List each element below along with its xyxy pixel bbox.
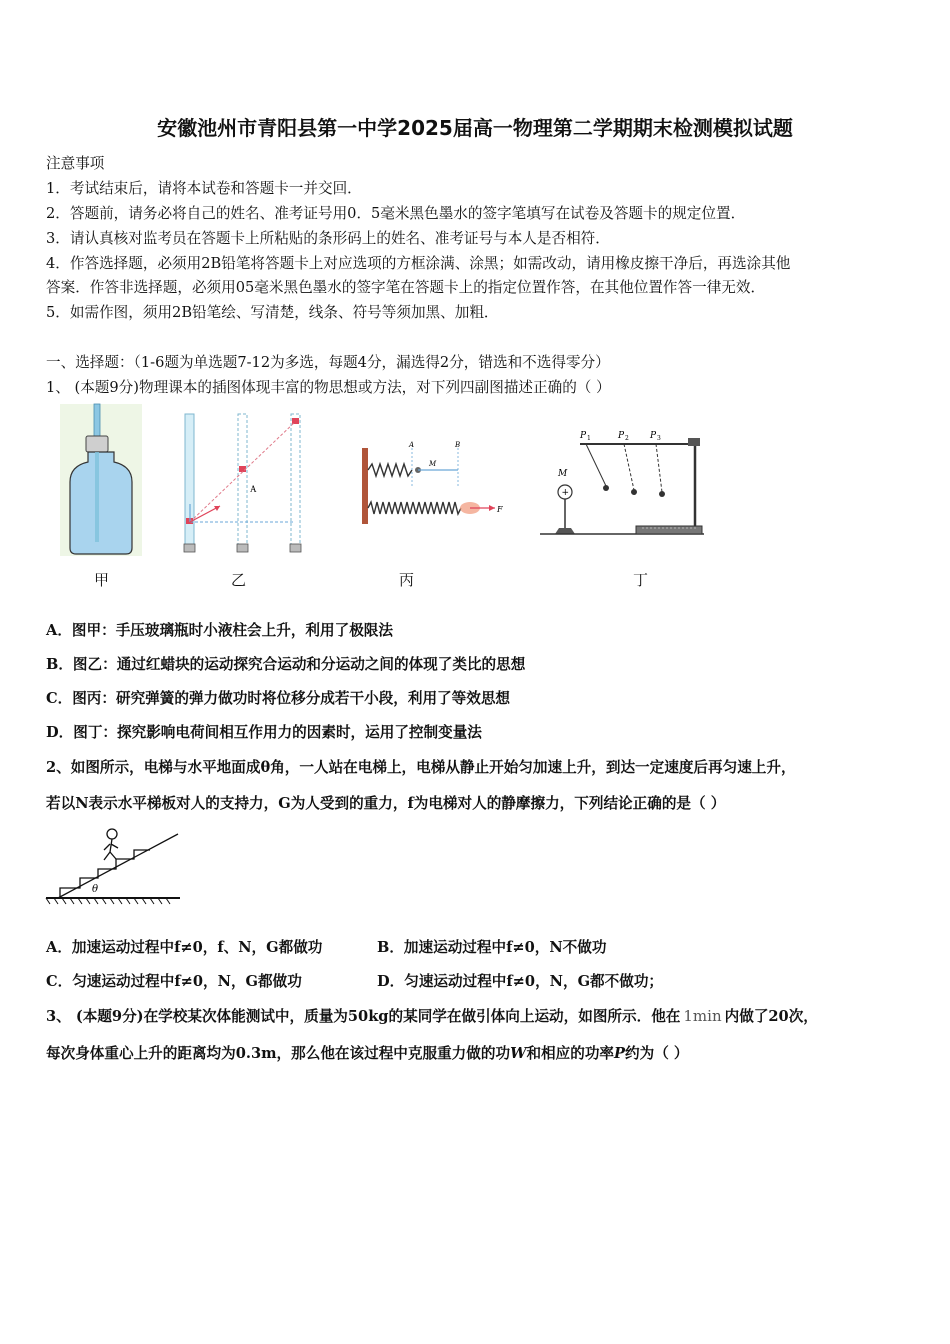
q3-line1-text: 3、 (本题9分)在学校某次体能测试中，质量为50kg的某同学在做引体向上运动，如图所示．他在 bbox=[46, 1008, 681, 1025]
bing-label-f: F bbox=[497, 505, 503, 514]
q3-unit: 1min bbox=[683, 1007, 722, 1025]
page-title: 安徽池州市青阳县第一中学2025届高一物理第二学期期末检测模拟试题 bbox=[157, 116, 793, 140]
q2-option-d: D．匀速运动过程中f≠0，N，G都不做功； bbox=[377, 973, 664, 990]
figure-jia bbox=[60, 404, 142, 556]
q1-option-c: C．图丙：研究弹簧的弹力做功时将位移分成若干小段，利用了等效思想 bbox=[46, 690, 511, 707]
q3-line1 bbox=[46, 1005, 818, 1026]
q3-line2-end: 约为（ ） bbox=[625, 1045, 689, 1062]
yi-point-label: A bbox=[250, 484, 257, 494]
q3-line2-text: 每次身体重心上升的距离均为0.3m，那么他在该过程中克服重力做的功 bbox=[46, 1045, 511, 1062]
theta-label: θ bbox=[92, 884, 99, 895]
q1-option-b: B．图乙：通过红蜡块的运动探究合运动和分运动之间的体现了类比的思想 bbox=[46, 656, 526, 673]
figure-label-jia: 甲 bbox=[94, 571, 110, 589]
notice-item-4: 4．作答选择题，必须用2B铅笔将答题卡上对应选项的方框涂满、涂黑；如需改动，请用橡皮擦干净后，再选涂其他 bbox=[46, 255, 791, 272]
notice-item-3: 3．请认真核对监考员在答题卡上所粘贴的条形码上的姓名、准考证号与本人是否相符． bbox=[46, 230, 610, 247]
ding-sub-2: 2 bbox=[625, 435, 629, 442]
figure-label-ding: 丁 bbox=[633, 571, 649, 589]
notice-item-5: 5．如需作图，须用2B铅笔绘、写清楚，线条、符号等须加黑、加粗． bbox=[46, 304, 499, 321]
q2-stem-line2: 若以N表示水平梯板对人的支持力，G为人受到的重力，f为电梯对人的静摩擦力，下列结论正确的是（ ） bbox=[46, 795, 726, 812]
q3-line2 bbox=[46, 1042, 688, 1063]
ding-sub-3: 3 bbox=[657, 435, 661, 442]
notice-heading: 注意事项 bbox=[46, 155, 105, 172]
q3-line1-end: 内做了20次， bbox=[724, 1008, 818, 1025]
ding-sub-1: 1 bbox=[587, 435, 591, 442]
q3-symbol-p: P bbox=[614, 1045, 626, 1062]
notice-item-2: 2．答题前，请务必将自己的姓名、准考证号用0．5毫米黑色墨水的签字笔填写在试卷及答题卡的规定位置． bbox=[46, 205, 746, 222]
q1-option-d: D．图丁：探究影响电荷间相互作用力的因素时，运用了控制变量法 bbox=[46, 724, 482, 741]
figure-ding bbox=[538, 424, 706, 540]
notice-item-4-cont: 答案．作答非选择题，必须用05毫米黑色墨水的签字笔在答题卡上的指定位置作答，在其他位置作答一律无效． bbox=[46, 279, 766, 296]
q1-stem: 1、 (本题9分)物理课本的插图体现丰富的物思想或方法，对下列四副图描述正确的（ ） bbox=[46, 379, 611, 396]
bing-label-a: A bbox=[409, 441, 415, 449]
q2-option-b: B．加速运动过程中f≠0，N不做功 bbox=[377, 939, 607, 956]
svg-text:+: + bbox=[561, 488, 570, 498]
figure-escalator bbox=[46, 826, 180, 904]
figure-yi bbox=[180, 412, 310, 554]
ding-label-p2: P bbox=[618, 431, 625, 441]
section-heading: 一、选择题：（1-6题为单选题7-12为多选，每题4分，漏选得2分，错选和不选得零分） bbox=[46, 354, 610, 371]
bing-label-b: B bbox=[455, 441, 461, 449]
q1-option-a: A．图甲：手压玻璃瓶时小液柱会上升，利用了极限法 bbox=[46, 622, 393, 639]
q2-stem-line1: 2、如图所示，电梯与水平地面成θ角，一人站在电梯上，电梯从静止开始匀加速上升，到达一定速度后再匀速上升， bbox=[46, 759, 796, 776]
ding-label-m: M bbox=[558, 469, 568, 479]
q2-option-c: C．匀速运动过程中f≠0，N，G都做功 bbox=[46, 973, 302, 990]
notice-item-1: 1．考试结束后，请将本试卷和答题卡一并交回． bbox=[46, 180, 362, 197]
ding-label-p3: P bbox=[650, 431, 657, 441]
figure-label-bing: 丙 bbox=[399, 571, 415, 589]
q3-line2-mid: 和相应的功率 bbox=[526, 1045, 615, 1062]
bing-label-m: M bbox=[429, 460, 437, 468]
q3-symbol-w: W bbox=[510, 1045, 527, 1062]
figure-label-yi: 乙 bbox=[231, 571, 247, 589]
ding-label-p1: P bbox=[580, 431, 587, 441]
q2-option-a: A．加速运动过程中f≠0，f、N，G都做功 bbox=[46, 939, 323, 956]
figure-bing bbox=[360, 442, 510, 530]
